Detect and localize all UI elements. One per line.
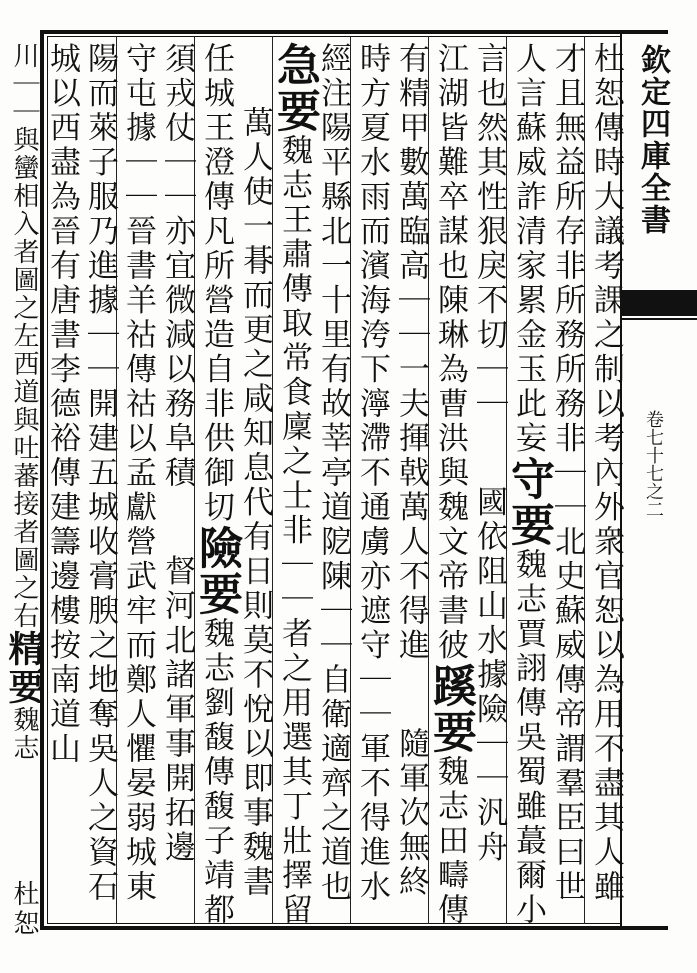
column-text: 陽而萊子服乃進據｜｜開建五城收膏腴之地奪吳人之資石 [82, 42, 118, 905]
text-column-13 [118, 42, 158, 922]
text-column-11 [191, 42, 242, 928]
column-text: 國依阻山水據險｜｜汎舟 [471, 485, 507, 865]
column-text: 督河北諸軍事開拓邊 [159, 554, 195, 865]
text-column-5 [425, 42, 476, 928]
column-text: 須戎仗｜｜亦宜微減以務阜積 [159, 42, 195, 491]
column-text: 任城王澄傳凡所營造自非供御切 [198, 42, 234, 525]
column-text: 人言蘇威詐清家累金玉此妄 [510, 42, 546, 456]
column-text: 江湖皆難卒謀也陳琳為曹洪與魏文帝書彼 [432, 42, 468, 663]
section-heading-jiyao: 急要 [269, 42, 320, 134]
column-text: 魏志王肅傳取常食廩之士非｜｜者之用選其丁壯擇留 [276, 134, 312, 928]
section-heading-jingyao: 精要 [3, 630, 45, 706]
text-column-14 [80, 42, 120, 922]
text-column-7 [352, 42, 392, 922]
text-column-3 [503, 42, 554, 928]
column-text: 萬人使一朞而更之咸知息代有日則莫不悅以即事魏書 [237, 106, 273, 900]
text-column-4 [469, 42, 509, 922]
column-text: 經注陽平縣北一十里有故莘亭道阸陳｜｜自衛適齊之道也 [315, 42, 351, 905]
section-heading-xiyao: 蹊要 [425, 663, 476, 755]
text-column-8 [313, 42, 353, 922]
column-text: 杜恕傳時大議考課之制以考內外衆官恕以為用不盡其人雖 [588, 42, 624, 905]
column-text: 魏志 [9, 706, 39, 762]
column-text: 有精甲數萬臨高｜｜一夫揮戟萬人不得進 [393, 42, 429, 663]
text-column-10 [235, 42, 275, 922]
text-column-1 [586, 42, 626, 922]
column-text: 川｜｜與蠻相入者圖之左西道與吐蕃接者圖之右 [9, 42, 39, 630]
section-heading-shouyao: 守要 [503, 456, 554, 548]
column-text: 城以西盡為晉有唐書李德裕傳建籌邊樓按南道山 [44, 42, 80, 767]
column-text: 才且無益所存非所務所務非｜｜北史蘇威傳帝謂羣臣曰世 [549, 42, 585, 905]
column-text: 隨軍次無終 [393, 727, 429, 900]
juan-label: 卷七十七之二 [643, 410, 664, 518]
section-heading-xianyao: 險要 [191, 525, 242, 617]
column-text: 魏志田疇傳 [432, 755, 468, 928]
column-text: 守屯據｜｜晉書羊祜傳祜以孟獻營武牢而鄭人懼晏弱城東 [120, 42, 156, 905]
book-title: 欽定四庫全書 [635, 44, 670, 236]
text-column-15 [42, 42, 82, 922]
fishtail-rule [620, 318, 697, 330]
column-text: 言也然其性狠戾不切｜｜ [471, 42, 507, 422]
text-column-17 [4, 880, 44, 940]
text-column-6 [391, 42, 431, 922]
column-text: 魏志劉馥傳馥子靖都 [198, 617, 234, 928]
column-text: 魏志賈詡傳吳蜀雖蕞爾小 [510, 548, 546, 928]
text-column-16 [4, 42, 44, 922]
column-text: 時方夏水雨而濱海洿下濘滯不通虜亦遮守｜｜軍不得進水 [354, 42, 390, 905]
text-column-9 [269, 42, 320, 928]
text-column-12 [157, 42, 197, 922]
fishtail-mark [620, 290, 697, 316]
column-text: 杜恕 [9, 880, 39, 939]
